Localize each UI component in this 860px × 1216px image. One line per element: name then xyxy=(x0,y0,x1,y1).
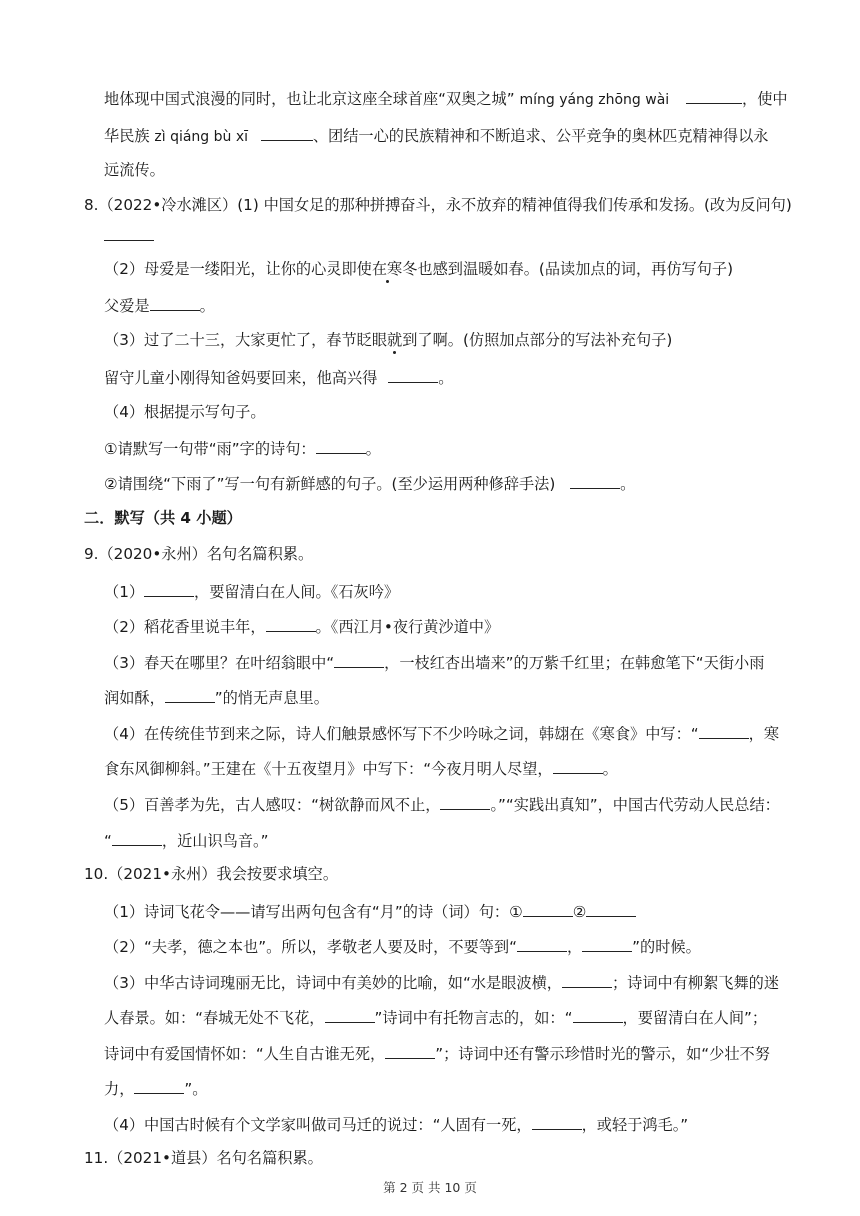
answer-blank[interactable] xyxy=(686,87,742,104)
answer-blank[interactable] xyxy=(150,294,200,311)
answer-blank[interactable] xyxy=(388,366,438,383)
answer-blank[interactable] xyxy=(517,935,567,952)
answer-blank[interactable] xyxy=(112,829,162,846)
pinyin-prompt: míng yáng zhōng wài xyxy=(519,92,670,108)
text-line: ①请默写一句带“雨”字的诗句： 。 xyxy=(104,437,381,459)
question-8-heading: 8.（2022•冷水滩区）(1) 中国女足的那种拼搏奋斗，永不放弃的精神值得我们传承和发扬。(改为反问句) xyxy=(84,196,792,214)
answer-blank[interactable] xyxy=(316,437,366,454)
question-9-heading: 9.（2020•永州）名句名篇积累。 xyxy=(84,545,314,563)
answer-blank[interactable] xyxy=(562,971,612,988)
answer-blank[interactable] xyxy=(385,1042,435,1059)
answer-blank[interactable] xyxy=(523,900,573,917)
answer-blank[interactable] xyxy=(570,472,620,489)
answer-blank[interactable] xyxy=(165,686,215,703)
answer-blank[interactable] xyxy=(325,1006,375,1023)
text-line: “ ，近山识鸟音。” xyxy=(104,829,268,851)
answer-blank[interactable] xyxy=(582,935,632,952)
question-10-heading: 10.（2021•永州）我会按要求填空。 xyxy=(84,865,339,883)
answer-blank[interactable] xyxy=(334,651,384,668)
text-line: 食东风御柳斜。”王建在《十五夜望月》中写下：“今夜月明人尽望， 。 xyxy=(104,757,618,779)
answer-blank[interactable] xyxy=(104,224,154,241)
dotted-words: 眨眼就到了 xyxy=(356,331,433,349)
text-line: （3）过了二十三，大家更忙了，春节眨眼就到了啊。(仿照加点部分的写法补充句子) xyxy=(104,331,673,349)
answer-blank[interactable] xyxy=(266,615,316,632)
text-line: （4）中国古时候有个文学家叫做司马迁的说过：“人固有一死， ，或轻于鸿毛。” xyxy=(104,1113,688,1135)
answer-blank[interactable] xyxy=(440,793,490,810)
text-line: 诗词中有爱国情怀如：“人生自古谁无死， ”；诗词中还有警示珍惜时光的警示，如“少壮不努 xyxy=(104,1042,770,1064)
pinyin-prompt: zì qiáng bù xī xyxy=(154,129,249,145)
text-line: （3）春天在哪里？在叶绍翁眼中“ ，一枝红杏出墙来”的万紫千红里；在韩愈笔下“天街小雨 xyxy=(104,651,764,673)
text-line: 地体现中国式浪漫的同时，也让北京这座全球首座“双奥之城” míng yáng zhōng wài ，使中 xyxy=(104,87,788,110)
text-line: （5）百善孝为先，古人感叹：“树欲静而风不止， 。”“实践出真知”，中国古代劳动人民总结： xyxy=(104,793,780,815)
text-line: （1） ，要留清白在人间。《石灰吟》 xyxy=(104,580,399,602)
text-line xyxy=(104,224,154,246)
text-line: 父爱是 。 xyxy=(104,294,215,316)
text-line: ②请围绕“下雨了”写一句有新鲜感的句子。(至少运用两种修辞手法) 。 xyxy=(104,472,635,494)
text-line: 留守儿童小刚得知爸妈要回来，他高兴得 。 xyxy=(104,366,453,388)
answer-blank[interactable] xyxy=(532,1113,582,1130)
text-line: （3）中华古诗词瑰丽无比，诗词中有美妙的比喻，如“水是眼波横， ；诗词中有柳絮飞舞的迷 xyxy=(104,971,779,993)
answer-blank[interactable] xyxy=(573,1006,623,1023)
text-line: （2）“夫孝，德之本也”。所以，孝敬老人要及时，不要等到“ ， ”的时候。 xyxy=(104,935,701,957)
text-line: （4）根据提示写句子。 xyxy=(104,403,266,421)
answer-blank[interactable] xyxy=(586,900,636,917)
text-line: 人春景。如：“春城无处不飞花， ”诗词中有托物言志的，如：“ ，要留清白在人间”； xyxy=(104,1006,767,1028)
answer-blank[interactable] xyxy=(144,580,194,597)
text-line: （1）诗词飞花令——请写出两句包含有“月”的诗（词）句：① ② xyxy=(104,900,636,922)
text-line: 远流传。 xyxy=(104,161,165,179)
text-line: （2）母爱是一缕阳光，让你的心灵即使在寒冬也感到温暖如春。(品读加点的词，再仿写句子) xyxy=(104,260,734,278)
answer-blank[interactable] xyxy=(699,722,749,739)
page-footer: 第 2 页 共 10 页 xyxy=(383,1180,477,1195)
text-line: （2）稻花香里说丰年， 。《西江月•夜行黄沙道中》 xyxy=(104,615,499,637)
question-11-heading: 11.（2021•道县）名句名篇积累。 xyxy=(84,1149,323,1167)
answer-blank[interactable] xyxy=(134,1077,184,1094)
text-line: 力， ”。 xyxy=(104,1077,207,1099)
text-line: （4）在传统佳节到来之际，诗人们触景感怀写下不少吟咏之词，韩翃在《寒食》中写：“ ，寒 xyxy=(104,722,779,744)
text-line: 润如酥， ”的悄无声息里。 xyxy=(104,686,329,708)
dotted-words: 即使在寒冬也 xyxy=(341,260,433,278)
answer-blank[interactable] xyxy=(261,124,313,141)
text-line: 华民族 zì qiáng bù xī 、团结一心的民族精神和不断追求、公平竞争的奥林匹克精神得以永 xyxy=(104,124,768,147)
answer-blank[interactable] xyxy=(553,757,603,774)
section-heading: 二．默写（共 4 小题） xyxy=(84,509,242,527)
